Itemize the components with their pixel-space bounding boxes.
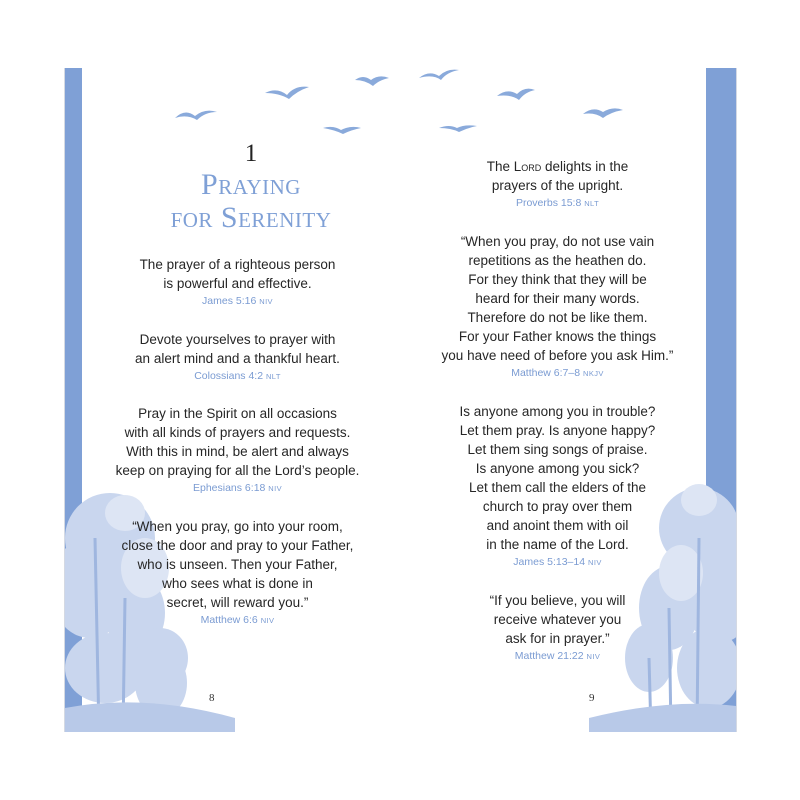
verse-text: “If you believe, you will receive whatever you ask for in prayer.” [489, 593, 626, 646]
verse-reference: Ephesians 6:18 NIV [192, 482, 282, 494]
verse-reference: Matthew 6:7–8 NKJV [511, 367, 604, 379]
bible-version: NKJV [583, 369, 604, 378]
left-passages [65, 255, 402, 649]
lord-smallcaps: Lord [513, 159, 542, 174]
passage [399, 232, 716, 382]
passage [399, 591, 716, 665]
passage [399, 402, 716, 571]
verse-text: “When you pray, go into your room, close the door and pray to your Father, who is unseen. Then your Father, who sees what is done in secret, will reward you.” [121, 519, 354, 610]
verse-reference: Matthew 21:22 NIV [514, 650, 601, 662]
chapter-title [105, 168, 397, 234]
verse-text: The prayer of a righteous person is powerful and effective. [139, 257, 336, 291]
chapter-number: 1 [244, 140, 258, 167]
verse-text: Pray in the Spirit on all occasions with all kinds of prayers and requests. With this in mind, be alert and always keep on praying for all the Lord’s people. [115, 406, 360, 478]
bible-version: NLT [584, 199, 600, 208]
passage [73, 255, 402, 310]
chapter-title-line-2: for Serenity [170, 201, 332, 234]
bible-version: NIV [259, 297, 273, 306]
verse-text: “When you pray, do not use vain repetitions as the heathen do. For they think that they will be heard for their many words. Therefore do not be like them. For your Father knows the things you have need of before you ask Him.” [441, 234, 674, 363]
right-passages [399, 157, 736, 685]
passage [73, 404, 402, 497]
verse-text: Is anyone among you in trouble? Let them pray. Is anyone happy? Let them sing songs of praise. Is anyone among you sick? Let them call the elders of the church to pray over them and anoint them with oil in the name of the Lord. [459, 404, 656, 552]
bible-version: NIV [268, 484, 282, 493]
verse-reference: Proverbs 15:8 NLT [515, 197, 600, 209]
bible-version: NIV [586, 652, 601, 661]
verse-reference: Colossians 4:2 NLT [194, 370, 281, 382]
page-number-right: 9 [589, 692, 595, 704]
left-page [64, 68, 402, 732]
chapter-title-line-1: Praying [201, 168, 301, 201]
bible-version: NLT [265, 372, 281, 381]
passage [399, 157, 716, 212]
bible-version: NIV [588, 558, 602, 567]
page-number-left: 8 [209, 692, 215, 704]
verse-reference: James 5:13–14 NIV [513, 556, 602, 568]
right-page [399, 68, 737, 732]
verse-reference: Matthew 6:6 NIV [200, 614, 275, 626]
verse-text: Devote yourselves to prayer with an alert mind and a thankful heart. [135, 332, 340, 366]
verse-reference: James 5:16 NIV [202, 295, 273, 307]
passage [73, 517, 402, 629]
bible-version: NIV [260, 616, 275, 625]
passage [73, 330, 402, 385]
verse-text: The Lord delights in the prayers of the upright. [486, 159, 629, 193]
